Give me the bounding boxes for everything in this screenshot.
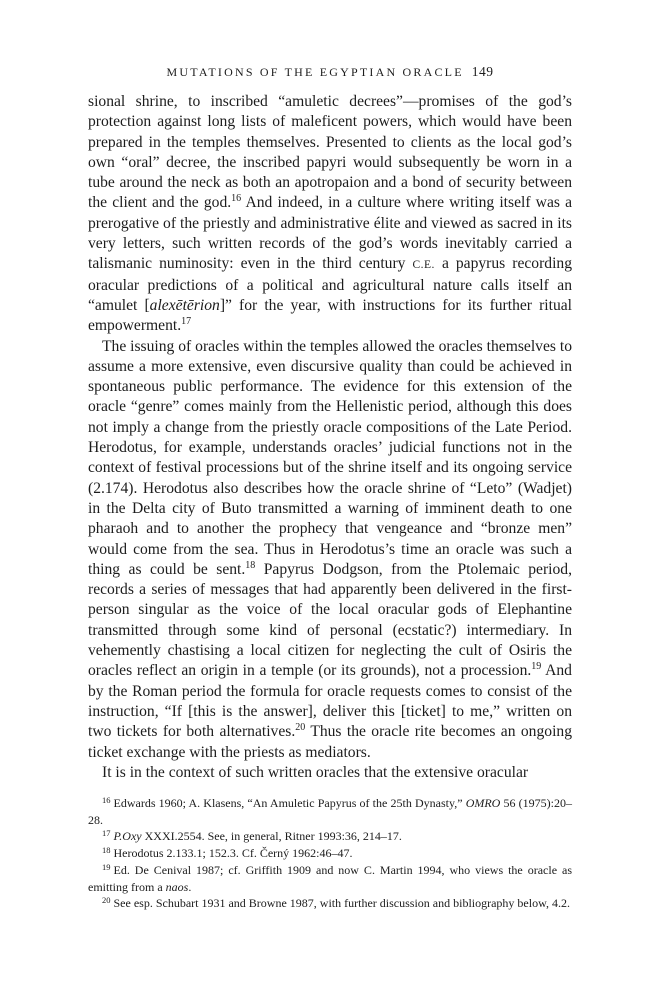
source-abbreviation: P.Oxy <box>113 829 142 844</box>
footnote-text: 56 (1975):20–28. <box>88 796 572 827</box>
running-head-title: MUTATIONS OF THE EGYPTIAN ORACLE <box>166 65 464 79</box>
footnote-text: Edwards 1960; A. Klasens, “An Amuletic Papyrus of the 25th Dynasty,” <box>113 796 466 810</box>
footnote-17 <box>88 828 572 845</box>
footnote-number: 16 <box>102 795 111 805</box>
text-run: It is in the context of such written oracles that the extensive oracular <box>102 763 529 781</box>
footnotes <box>88 795 572 912</box>
footnote-text: . <box>188 879 192 894</box>
footnote-19 <box>88 862 572 895</box>
footnote-ref-16[interactable]: 16 <box>231 193 242 205</box>
text-run: And indeed, in a culture where writing itself was a prerogative of the priestly and administrative élite and viewed as sacred in its very letters, such written records of the god’s words inevitably carried a talismanic numinosity: even in the third century <box>88 194 573 273</box>
text-run: ]” for the year, with instructions for its further ritual empowerment. <box>88 296 573 335</box>
footnote-ref-18[interactable]: 18 <box>245 559 256 571</box>
text-run: Thus the oracle rite becomes an ongoing ticket exchange with the priests as mediators. <box>88 723 572 761</box>
footnote-number: 17 <box>102 828 111 839</box>
text-run: a papyrus recording oracular predictions of a political and agricultural nature calls itself an “amulet [ <box>88 255 572 314</box>
text-run: And by the Roman period the formula for oracle requests comes to consist of the instruction, “If [this is the answer], deliver this [ticket] to me,” written on two tickets for both alternatives. <box>88 662 572 741</box>
text-run: sional shrine, to inscribed “amuletic decrees”—promises of the god’s protection against long lists of maleficent powers, which would have been prepared in the temples themselves. Presented to clients as the local god’s own “oral” decree, the inscribed papyri would subsequently be worn in a tube around the neck as both an apotropaion and a bond of security between the client and the god. <box>88 93 572 212</box>
footnote-20 <box>88 895 572 912</box>
page-number: 149 <box>471 64 494 79</box>
italic-term: naos <box>165 879 189 894</box>
footnote-number: 20 <box>102 895 111 906</box>
text-run: Papyrus Dodgson, from the Ptolemaic period, records a series of messages that had apparently been delivered in the first-person singular as the voice of the local oracular gods of Elephantine transmitted through some kind of personal (ecstatic?) intermediary. In vehemently chastising a local citizen for neglecting the cult of Osiris the oracles reflect an origin in a temple (or its grounds), not a procession. <box>88 560 572 680</box>
footnote-ref-20[interactable]: 20 <box>295 722 306 734</box>
footnote-18 <box>88 845 572 862</box>
running-head <box>88 64 572 80</box>
paragraph-2 <box>88 337 572 763</box>
journal-title: OMRO <box>465 796 501 810</box>
footnote-number: 19 <box>102 861 111 872</box>
footnote-text: See esp. Schubart 1931 and Browne 1987, with further discussion and bibliography below, 4.2. <box>113 896 570 911</box>
italic-term: alexētērion <box>149 296 220 314</box>
footnote-ref-17[interactable]: 17 <box>181 316 192 328</box>
body-text <box>88 92 572 783</box>
footnote-text: Herodotus 2.133.1; 152.3. Cf. Černý 1962:46–47. <box>113 846 353 861</box>
footnote-text: Ed. De Cenival 1987; cf. Griffith 1909 and now C. Martin 1994, who views the oracle as emitting from a <box>88 862 572 894</box>
era-abbreviation: C.E. <box>412 259 435 272</box>
paragraph-3 <box>88 763 572 783</box>
footnote-text: XXXI.2554. See, in general, Ritner 1993:36, 214–17. <box>141 829 402 844</box>
paragraph-1 <box>88 92 572 337</box>
footnote-number: 18 <box>102 845 111 856</box>
text-run: The issuing of oracles within the temples allowed the oracles themselves to assume a more extensive, even discursive quality than could be achieved in spontaneous public performance. The evidence for this extension of the oracle “genre” comes mainly from the Hellenistic period, although this does not imply a change from the priestly oracle compositions of the Late Period. Herodotus, for example, understands oracles’ judicial functions not in the context of festival processions but of the shrine itself and its ongoing service (2.174). Herodotus also describes how the oracle shrine of “Leto” (Wadjet) in the Delta city of Buto transmitted a warning of imminent death to one pharaoh and to another the prophecy that vengeance and “bronze men” would come from the sea. Thus in Herodotus’s time an oracle was such a thing as could be sent. <box>88 337 572 578</box>
footnote-ref-19[interactable]: 19 <box>531 661 542 673</box>
footnote-16 <box>88 795 572 828</box>
